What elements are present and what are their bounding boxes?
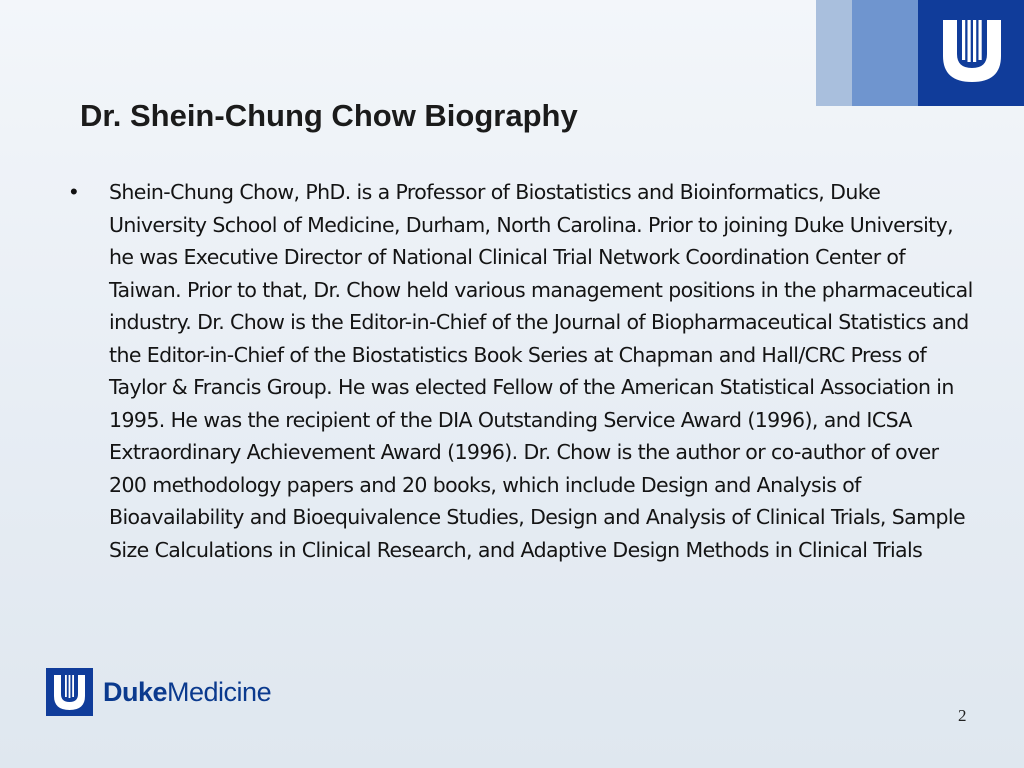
decor-bar-light: [816, 0, 852, 106]
slide-title: Dr. Shein-Chung Chow Biography: [80, 98, 578, 133]
duke-shield-icon: [46, 668, 93, 716]
decor-bar-mid: [852, 0, 918, 106]
duke-medicine-logo: [46, 668, 271, 716]
wordmark-duke: Duke: [103, 676, 168, 707]
bullet-item: [60, 176, 980, 566]
wordmark-medicine: Medicine: [167, 676, 272, 707]
bullet-marker: •: [70, 179, 78, 204]
duke-shield-icon: [941, 18, 1003, 84]
page-number: 2: [958, 706, 967, 725]
bullet-list: [60, 176, 980, 566]
biography-text: Shein-Chung Chow, PhD. is a Professor of Biostatistics and Bioinformatics, Duke University School of Medicine, Durham, North Carolina. Prior to joining Duke University, he was Executive Director of National Clinical Trial Network Coordination Center of Taiwan. Prior to that, Dr. Chow held various management positions in the pharmaceutical industry. Dr. Chow is the Editor-in-Chief of the Journal of Biopharmaceutical Statistics and the Editor-in-Chief of the Biostatistics Book Series at Chapman and Hall/CRC Press of Taylor & Francis Group. He was elected Fellow of the American Statistical Association in 1995. He was the recipient of the DIA Outstanding Service Award (1996), and ICSA Extraordinary Achievement Award (1996). Dr. Chow is the author or co-author of over 200 methodology papers and 20 books, which include Design and Analysis of Bioavailability and Bioequivalence Studies, Design and Analysis of Clinical Trials, Sample Size Calculations in Clinical Research, and Adaptive Design Methods in Clinical Trials: [109, 180, 973, 562]
duke-medicine-wordmark: [103, 677, 271, 708]
